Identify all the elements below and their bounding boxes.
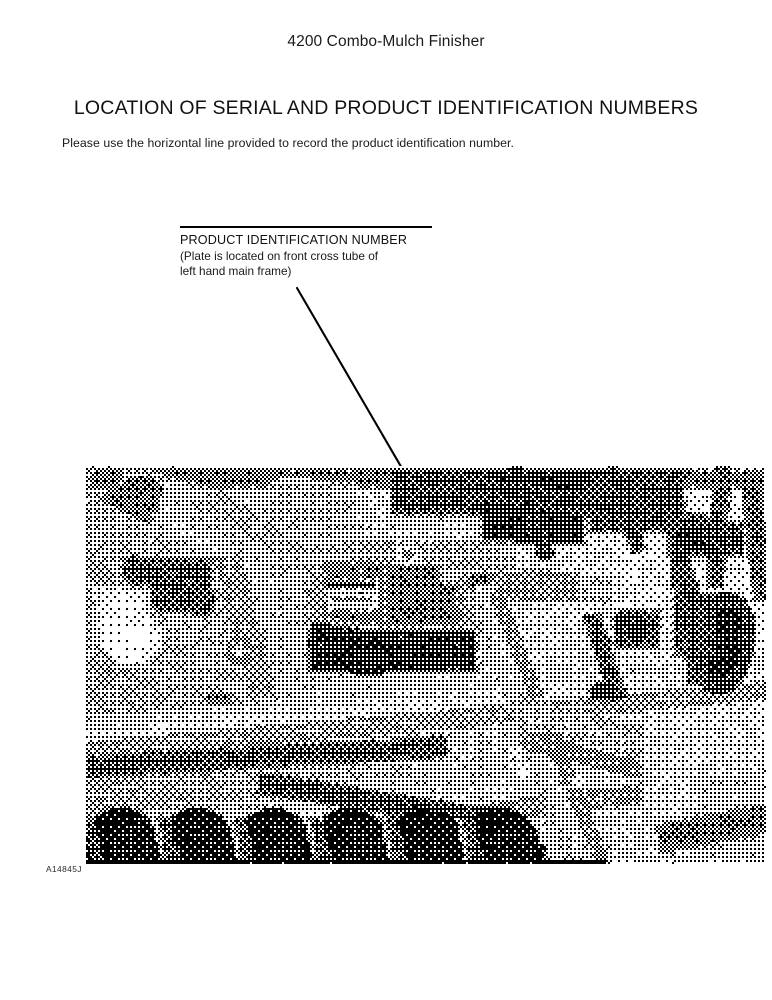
callout-title: PRODUCT IDENTIFICATION NUMBER — [180, 233, 408, 247]
intro-instruction: Please use the horizontal line provided to record the product identification number. — [62, 136, 514, 151]
callout-subtitle — [180, 249, 436, 278]
callout-subtitle-line-2: left hand main frame) — [180, 263, 292, 278]
running-header: 4200 Combo-Mulch Finisher — [287, 33, 485, 50]
figure-code: A14845J — [46, 864, 82, 874]
record-line-rule — [180, 226, 432, 228]
photograph-image — [86, 466, 766, 864]
callout-subtitle-line-1: (Plate is located on front cross tube of — [180, 249, 379, 263]
callout-block — [180, 226, 436, 278]
figure-photograph — [86, 466, 766, 864]
page-title: LOCATION OF SERIAL AND PRODUCT IDENTIFICATION NUMBERS — [73, 97, 699, 120]
